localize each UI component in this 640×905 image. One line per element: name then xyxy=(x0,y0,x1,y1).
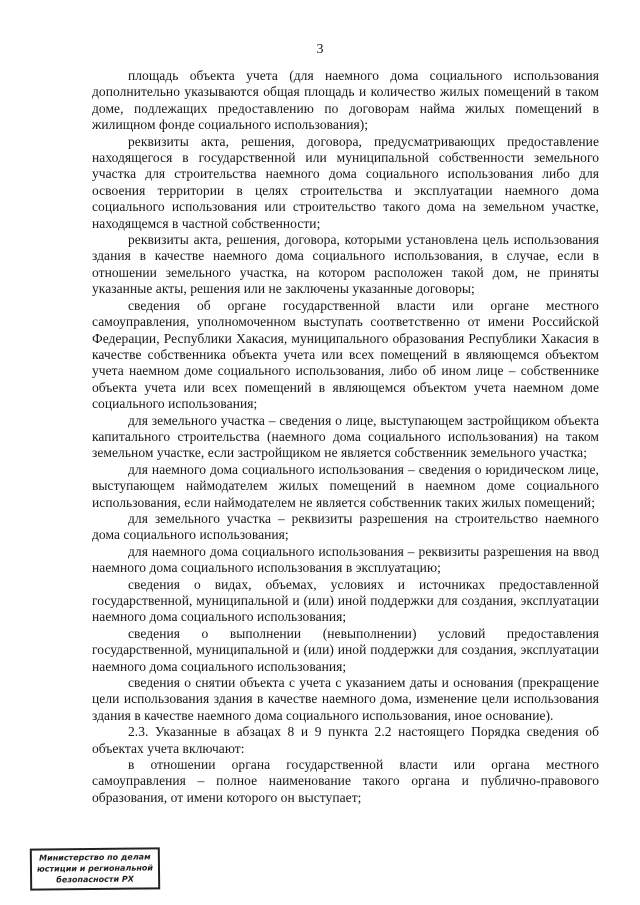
paragraph: реквизиты акта, решения, договора, предусматривающих предоставление находящегося в государственной или муниципальной собственности земельного участка для строительства наемного дома социального использования либо для освоения территории в целях строительства и эксплуатации наемного дома социального использования или строительство такого дома на земельном участке, находящемся в частной собственности; xyxy=(92,133,599,231)
paragraph: для наемного дома социального использования – реквизиты разрешения на ввод наемного дома социального использования в эксплуатацию; xyxy=(92,543,599,576)
stamp-line: юстиции и региональной xyxy=(36,863,154,874)
page-number: 3 xyxy=(316,42,324,57)
paragraph: для земельного участка – сведения о лице, выступающем застройщиком объекта капитального строительства (наемного дома социального использования) на таком земельном участке, если застройщиком не является собственник земельного участка; xyxy=(92,412,599,461)
ministry-stamp xyxy=(30,847,160,890)
paragraph: реквизиты акта, решения, договора, которыми установлена цель использования здания в качестве наемного дома социального использования, в случае, если в отношении земельного участка, на котором расположен такой дом, не приняты указанные акты, решения или не заключены указанные договоры; xyxy=(92,232,599,297)
section-paragraph: 2.3. Указанные в абзацах 8 и 9 пункта 2.2 настоящего Порядка сведения об объектах учета включают: xyxy=(92,724,599,756)
paragraph: площадь объекта учета (для наемного дома социального использования дополнительно указываются общая площадь и количество жилых помещений в таком доме, подлежащих предоставлению по договорам найма жилых помещений в жилищном фонде социального использования); xyxy=(92,68,599,133)
paragraph: сведения о выполнении (невыполнении) условий предоставления государственной, муниципальной и (или) иной поддержки для создания, эксплуатации наемного дома социального использования; xyxy=(92,625,599,674)
stamp-line: Министерство по делам xyxy=(39,852,151,863)
paragraph: в отношении органа государственной власти или органа местного самоуправления – полное наименование такого органа и публично-правового образования, от имени которого он выступает; xyxy=(92,757,599,805)
paragraph: сведения о снятии объекта с учета с указанием даты и основания (прекращение цели использования здания в качестве наемного дома, изменение цели использования здания в качестве наемного дома социального использования, иное основание). xyxy=(92,675,599,723)
paragraph: для наемного дома социального использования – сведения о юридическом лице, выступающем наймодателем жилых помещений в наемном доме социального использования, если наймодателем не является собственник таких жилых помещений; xyxy=(92,461,599,510)
paragraph: для земельного участка – реквизиты разрешения на строительство наемного дома социального использования; xyxy=(92,510,599,543)
document-body xyxy=(92,68,599,806)
paragraph: сведения об органе государственной власти или органе местного самоуправления, уполномоченном выступать соответственно от имени Российской Федерации, Республики Хакасия, муниципального образования Республики Хакасия в качестве собственника объекта учета или всех помещений в являющемся объектом учета наемном доме социального использования, либо об ином лице – собственнике объекта учета или всех помещений в являющемся объектом учета наемном доме социального использования; xyxy=(92,297,599,412)
stamp-line: безопасности РХ xyxy=(56,874,134,885)
paragraph: сведения о видах, объемах, условиях и источниках предоставленной государственной, муниципальной и (или) иной поддержки для создания, эксплуатации наемного дома социального использования; xyxy=(92,576,599,625)
